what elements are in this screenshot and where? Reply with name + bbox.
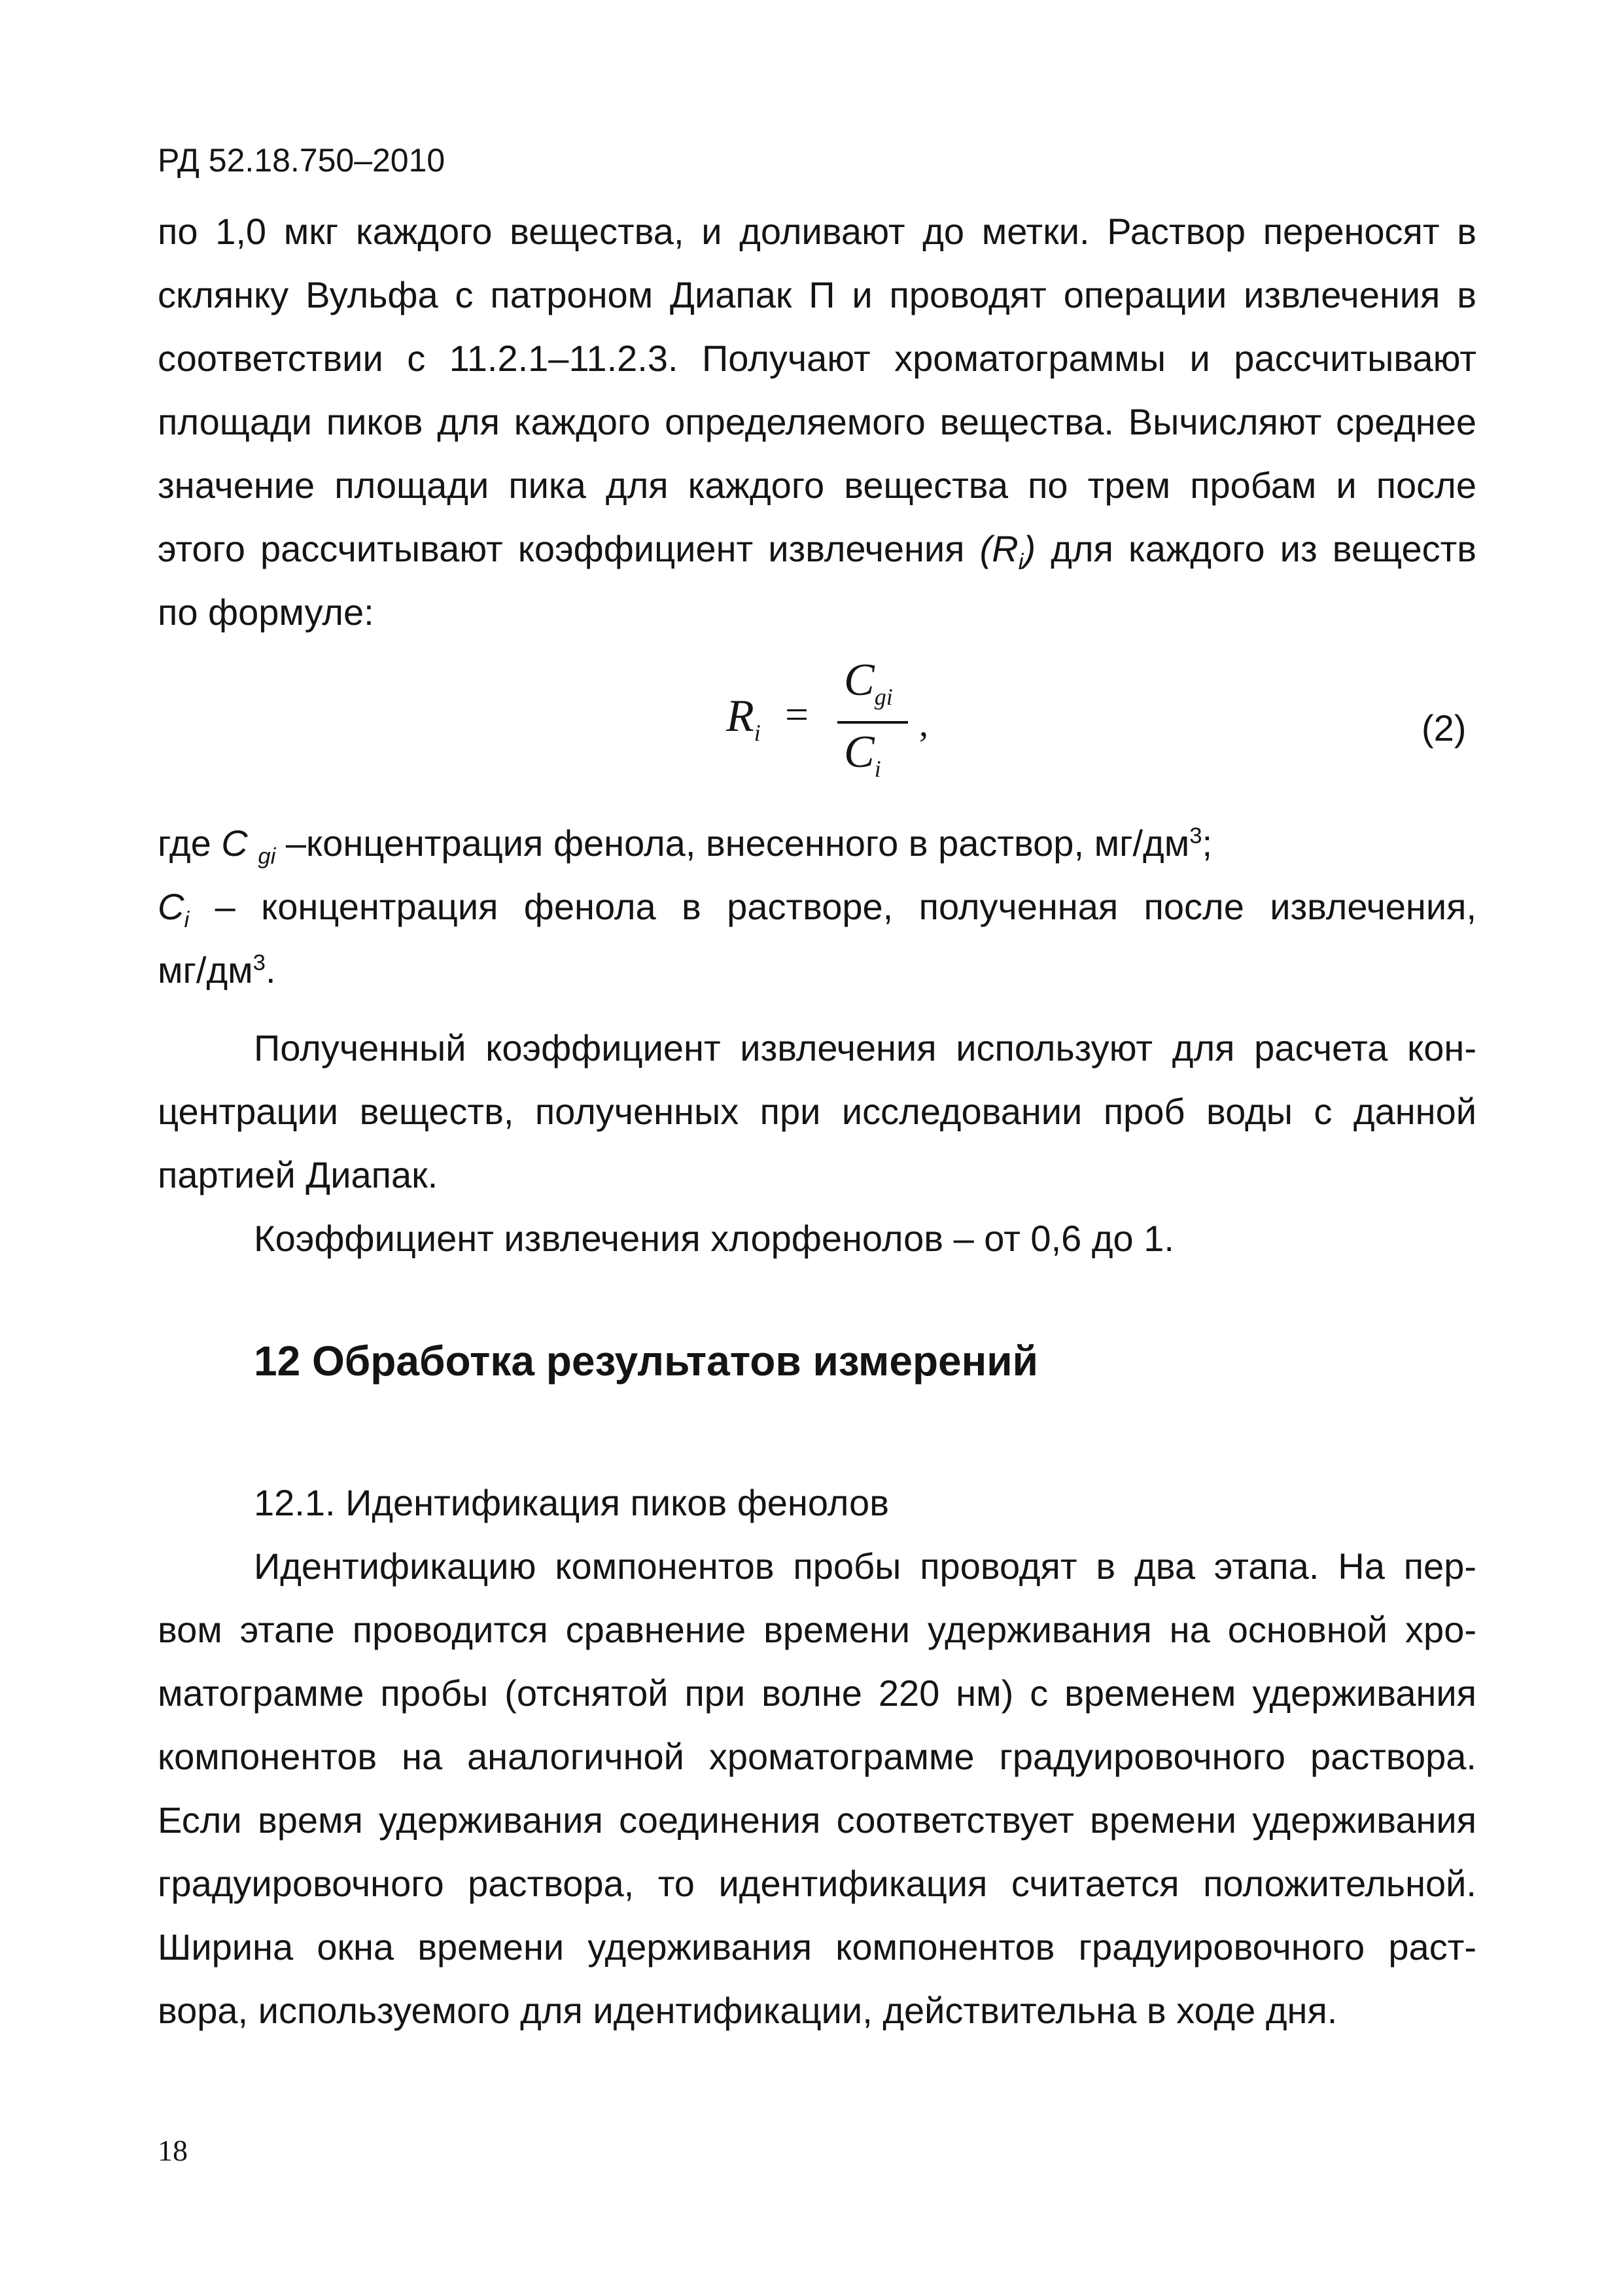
subsection-heading: 12.1. Идентификация пиков фенолов	[254, 1482, 889, 1523]
text-line: Идентификацию компонентов пробы проводят в два этапа. На пер-	[254, 1545, 1476, 1587]
text-line: Если время удерживания соединения соответствует времени удерживания	[158, 1799, 1476, 1841]
paragraph-usage	[158, 1016, 1476, 1270]
symbol-cgi: C $_{gi}$	[221, 822, 276, 870]
text-line: вора, используемого для идентификации, действительна в ходе дня.	[158, 1990, 1338, 2031]
page-number: 18	[158, 2134, 188, 2167]
text-fragment: этого рассчитывают коэффициент извлечения	[158, 528, 965, 569]
text-line: Полученный коэффициент извлечения используют для расчета кон-	[254, 1027, 1476, 1069]
text-line: площади пиков для каждого определяемого вещества. Вычисляют среднее	[158, 401, 1476, 442]
equation-number: (2)	[1422, 707, 1467, 749]
text-line: градуировочного раствора, то идентификация считается положительной.	[158, 1863, 1476, 1904]
text-line: значение площади пика для каждого вещества по трем пробам и после	[158, 465, 1476, 506]
document-code-header: РД 52.18.750–2010	[158, 142, 445, 179]
text-line: Ширина окна времени удерживания компонентов градуировочного раст-	[158, 1926, 1476, 1968]
definition-line: $мг/дм^3$.	[158, 949, 276, 991]
paragraph-intro	[158, 200, 1476, 644]
definition-line: $C_i$ – концентрация фенола в растворе, полученная после извлечения,	[158, 886, 1477, 933]
symbol-ri: $(R_i)$	[979, 528, 1036, 575]
symbol-ci: $C_i$	[158, 886, 190, 933]
text-line: склянку Вульфа с патроном Диапак П и проводят операции извлечения в	[158, 274, 1476, 315]
section-heading: 12 Обработка результатов измерений	[254, 1337, 1038, 1385]
formula-numerator: $C_{gi}$	[844, 655, 893, 710]
formula-equals: =	[785, 691, 809, 737]
fraction-bar	[837, 721, 908, 724]
definition-line: где C $_{gi}$ –концентрация фенола, внесенного в раствор, $мг/дм^3$;	[158, 822, 1213, 870]
text-line: соответствии с 11.2.1–11.2.3. Получают хроматограммы и рассчитывают	[158, 338, 1476, 379]
text-line: матограмме пробы (отснятой при волне 220 нм) с временем удерживания	[158, 1672, 1476, 1714]
text-line: центрации веществ, полученных при исследовании проб воды с данной	[158, 1091, 1476, 1132]
text-line: партией Диапак.	[158, 1154, 438, 1195]
text-line: компонентов на аналогичной хроматограмме градуировочного раствора.	[158, 1736, 1476, 1777]
text-line: вом этапе проводится сравнение времени удерживания на основной хро-	[158, 1609, 1476, 1650]
text-line: Коэффициент извлечения хлорфенолов – от 0,6 до 1.	[254, 1218, 1174, 1259]
text-line: по 1,0 мкг каждого вещества, и доливают до метки. Раствор переносят в	[158, 211, 1476, 252]
text-line-with-symbol	[158, 517, 1476, 580]
section-body	[158, 1471, 1476, 2042]
formula-lhs: $R_i$	[726, 691, 761, 746]
text-fragment: для каждого из веществ	[1051, 528, 1476, 569]
text-line: по формуле:	[158, 592, 374, 633]
formula-denominator: $C_i$	[844, 727, 881, 782]
formula-recovery-coefficient	[713, 654, 928, 805]
formula-comma: ,	[919, 704, 928, 745]
definitions	[158, 811, 1476, 1002]
